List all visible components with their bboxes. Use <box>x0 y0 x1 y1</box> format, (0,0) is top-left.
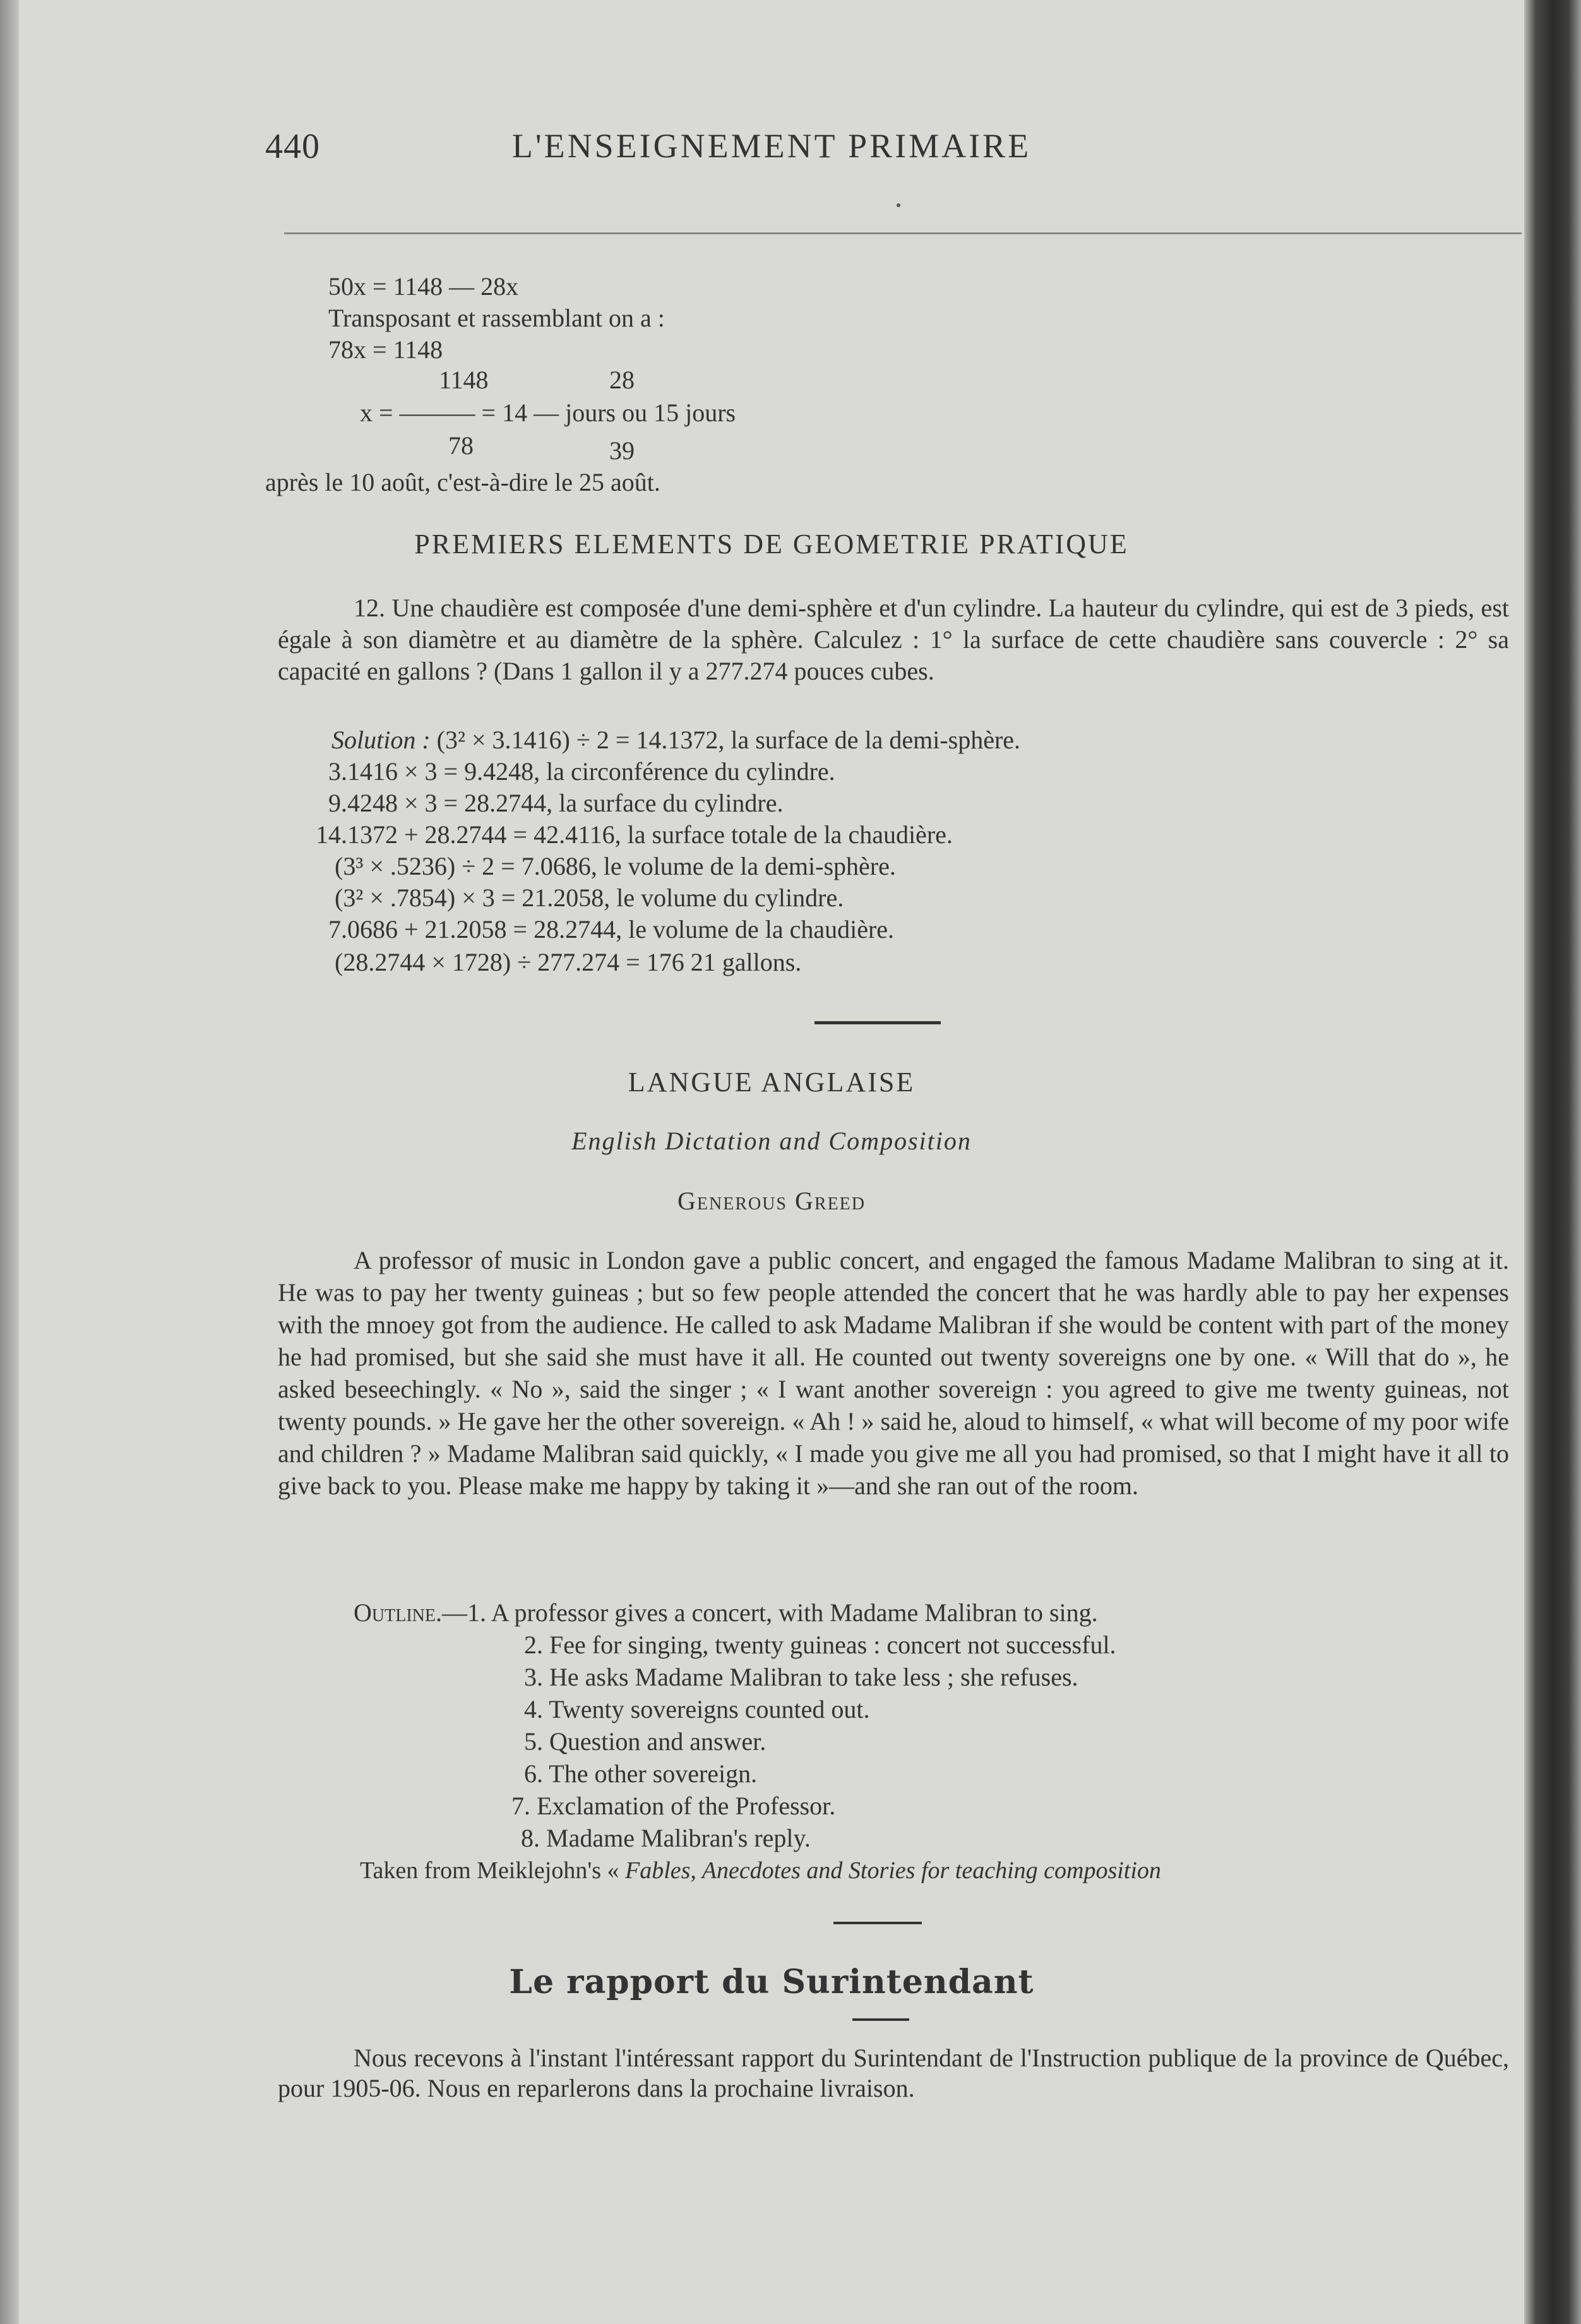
report-text: Nous recevons à l'instant l'intéressant rapport du Surintendant de l'Instruction publique de la province de Québec, pour 1905-06. Nous en reparlerons dans la prochaine livraison. <box>278 2044 1509 2102</box>
story-text: A professor of music in London gave a public concert, and engaged the famous Madame Malibran to sing at it. He was to pay her twenty guineas ; but so few people attended the concert that he was hardly able to pay her expenses with the mnoey got from the audience. He called to ask Madame Malibran if she would be content with part of the money he had promised, but she said she must have it all. He counted out twenty sovereigns one by one. « Will that do », he asked beseechingly. « No », said the singer ; « I want another sovereign : you agreed to give me twenty guineas, not twenty pounds. » He gave her the other sovereign. « Ah ! » said he, aloud to himself, « what will become of my poor wife and children ? » Madame Malibran said quickly, « I made you give me all you had promised, so that I might have it all to give back to you. Please make me happy by taking it »—and she ran out of the room. <box>278 1246 1509 1500</box>
equation-line: x = ——— = 14 — jours ou 15 jours <box>360 398 736 427</box>
geometry-title: PREMIERS ELEMENTS DE GEOMETRIE PRATIQUE <box>414 529 1129 560</box>
page <box>19 0 1524 2324</box>
fraction-numerator: 1148 <box>439 366 489 394</box>
outline-line-2: 2. Fee for singing, twenty guineas : concert not successful. <box>524 1631 1116 1659</box>
english-subtitle: English Dictation and Composition <box>571 1127 972 1155</box>
story-title: Generous Greed <box>677 1187 866 1215</box>
scan-edge-left <box>0 0 19 2324</box>
scan-binding-right <box>1524 0 1581 2324</box>
fraction-denominator: 78 <box>448 431 474 460</box>
problem-text: 12. Une chaudière est composée d'une demi-sphère et d'un cylindre. La hauteur du cylindre, qui est de 3 pieds, est égale à son diamètre et au diamètre de la sphère. Calculez : 1° la surface de cette chaudière sans couvercle : 2° sa capacité en gallons ? (Dans 1 gallon il y a 277.274 pouces cubes. <box>278 594 1509 685</box>
solution-label: Solution : <box>331 726 431 754</box>
source-title: Fables, Anecdotes and Stories for teaching composition <box>625 1857 1161 1884</box>
outline-label: Outline.— <box>354 1598 467 1627</box>
solution-line-7: 7.0686 + 21.2058 = 28.2744, le volume de la chaudière. <box>328 915 895 943</box>
solution-line-6: (3² × .7854) × 3 = 21.2058, le volume du cylindre. <box>335 883 844 912</box>
story-paragraph <box>278 1244 1509 1502</box>
outline-line-3: 3. He asks Madame Malibran to take less ; she refuses. <box>524 1663 1078 1691</box>
solution-line-8: (28.2744 × 1728) ÷ 277.274 = 176 21 gallons. <box>335 948 802 976</box>
source-citation <box>360 1857 1161 1884</box>
page-number: 440 <box>265 127 320 166</box>
outline-line-4: 4. Twenty sovereigns counted out. <box>524 1695 870 1723</box>
running-title: L'ENSEIGNEMENT PRIMAIRE <box>511 127 1032 165</box>
equation-line: 78x = 1148 <box>328 335 443 364</box>
solution-line-2: 3.1416 × 3 = 9.4248, la circonférence du cylindre. <box>328 757 835 786</box>
outline-line-8: 8. Madame Malibran's reply. <box>521 1824 811 1852</box>
transposing-text: Transposant et rassemblant on a : <box>328 304 665 332</box>
outline-item: 1. A professor gives a concert, with Madame Malibran to sing. <box>467 1598 1098 1627</box>
header-dot <box>897 203 900 207</box>
header-rule <box>284 232 1522 234</box>
equation-line: 50x = 1148 — 28x <box>328 272 519 301</box>
solution-line-3: 9.4248 × 3 = 28.2744, la surface du cylindre. <box>328 789 784 817</box>
solution-line-4: 14.1372 + 28.2744 = 42.4116, la surface totale de la chaudière. <box>316 820 953 849</box>
fraction-numerator: 28 <box>609 366 635 394</box>
outline-line-7: 7. Exclamation of the Professor. <box>511 1792 836 1820</box>
section-divider <box>833 1922 922 1924</box>
conclusion-line: après le 10 août, c'est-à-dire le 25 août. <box>265 468 660 496</box>
report-paragraph <box>278 2043 1509 2104</box>
solution-text: (3² × 3.1416) ÷ 2 = 14.1372, la surface de la demi-sphère. <box>436 726 1021 754</box>
source-prefix: Taken from Meiklejohn's « <box>360 1857 625 1884</box>
section-divider <box>814 1021 941 1024</box>
solution-line-1 <box>331 725 1020 755</box>
english-title: LANGUE ANGLAISE <box>628 1067 916 1098</box>
outline-line-5: 5. Question and answer. <box>524 1727 767 1756</box>
title-underline <box>852 2018 909 2021</box>
solution-line-5: (3³ × .5236) ÷ 2 = 7.0686, le volume de la demi-sphère. <box>335 852 896 880</box>
fraction-denominator: 39 <box>609 436 635 465</box>
report-title: Le rapport du Surintendant <box>509 1963 1034 2001</box>
outline-line-6: 6. The other sovereign. <box>524 1759 758 1788</box>
page-header <box>19 126 1524 177</box>
outline-line-1 <box>354 1598 1098 1627</box>
geometry-problem <box>278 592 1509 687</box>
